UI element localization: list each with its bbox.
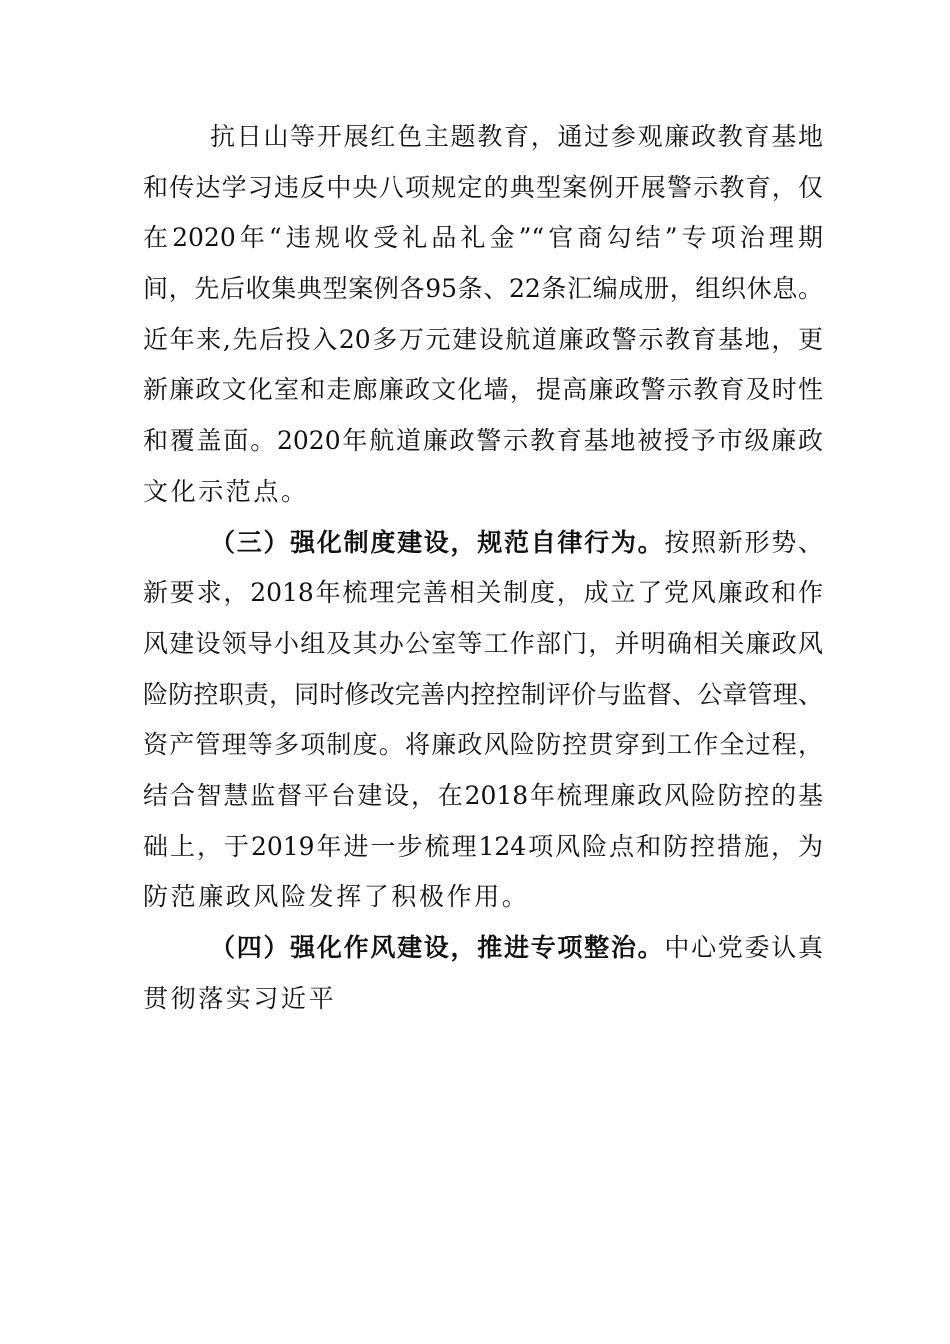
paragraph-line: 间，先后收集典型案例各95条、22条汇编成册，组织休息。 bbox=[143, 274, 823, 304]
paragraph-line: 和传达学习违反中央八项规定的典型案例开展警示教育，仅 bbox=[143, 172, 823, 202]
paragraph-first-line bbox=[143, 923, 823, 974]
paragraph-line: 和覆盖面。2020年航道廉政警示教育基地被授予市级廉政 bbox=[143, 426, 823, 456]
paragraph-work-style bbox=[143, 923, 823, 1024]
paragraph-institution-building bbox=[143, 518, 823, 924]
paragraph-line: 防范廉政风险发挥了积极作用。 bbox=[143, 882, 530, 912]
paragraph-line: 文化示范点。 bbox=[143, 476, 309, 506]
paragraph-line: 新廉政文化室和走廊廉政文化墙，提高廉政警示教育及时性 bbox=[143, 375, 823, 405]
paragraph-text: 中心党委认真 bbox=[664, 933, 823, 962]
paragraph-line: 险防控职责，同时修改完善内控控制评价与监督、公章管理、 bbox=[143, 679, 823, 709]
paragraph-line: 础上，于2019年进一步梳理124项风险点和防控措施，为 bbox=[143, 831, 823, 861]
paragraph-text: 按照新形势、 bbox=[664, 527, 823, 557]
paragraph-first-line bbox=[143, 518, 823, 569]
section-heading-3: （三）强化制度建设，规范自律行为。 bbox=[210, 527, 665, 557]
paragraph-red-education bbox=[143, 112, 823, 518]
paragraph-line: 在2020年“违规收受礼品礼金”“官商勾结”专项治理期 bbox=[143, 223, 823, 253]
paragraph-line: 贯彻落实习近平 bbox=[143, 983, 337, 1013]
paragraph-line: 结合智慧监督平台建设，在2018年梳理廉政风险防控的基 bbox=[143, 780, 823, 810]
paragraph-line: 资产管理等多项制度。将廉政风险防控贯穿到工作全过程， bbox=[143, 730, 823, 760]
paragraph-line: 抗日山等开展红色主题教育，通过参观廉政教育基地 bbox=[210, 122, 823, 151]
paragraph-line: 新要求，2018年梳理完善相关制度，成立了党风廉政和作 bbox=[143, 578, 823, 608]
paragraph-line: 近年来,先后投入20多万元建设航道廉政警示教育基地，更 bbox=[143, 324, 823, 354]
paragraph-line: 风建设领导小组及其办公室等工作部门，并明确相关廉政风 bbox=[143, 628, 823, 658]
document-body bbox=[143, 112, 823, 1024]
section-heading-4: （四）强化作风建设，推进专项整治。 bbox=[210, 933, 665, 962]
